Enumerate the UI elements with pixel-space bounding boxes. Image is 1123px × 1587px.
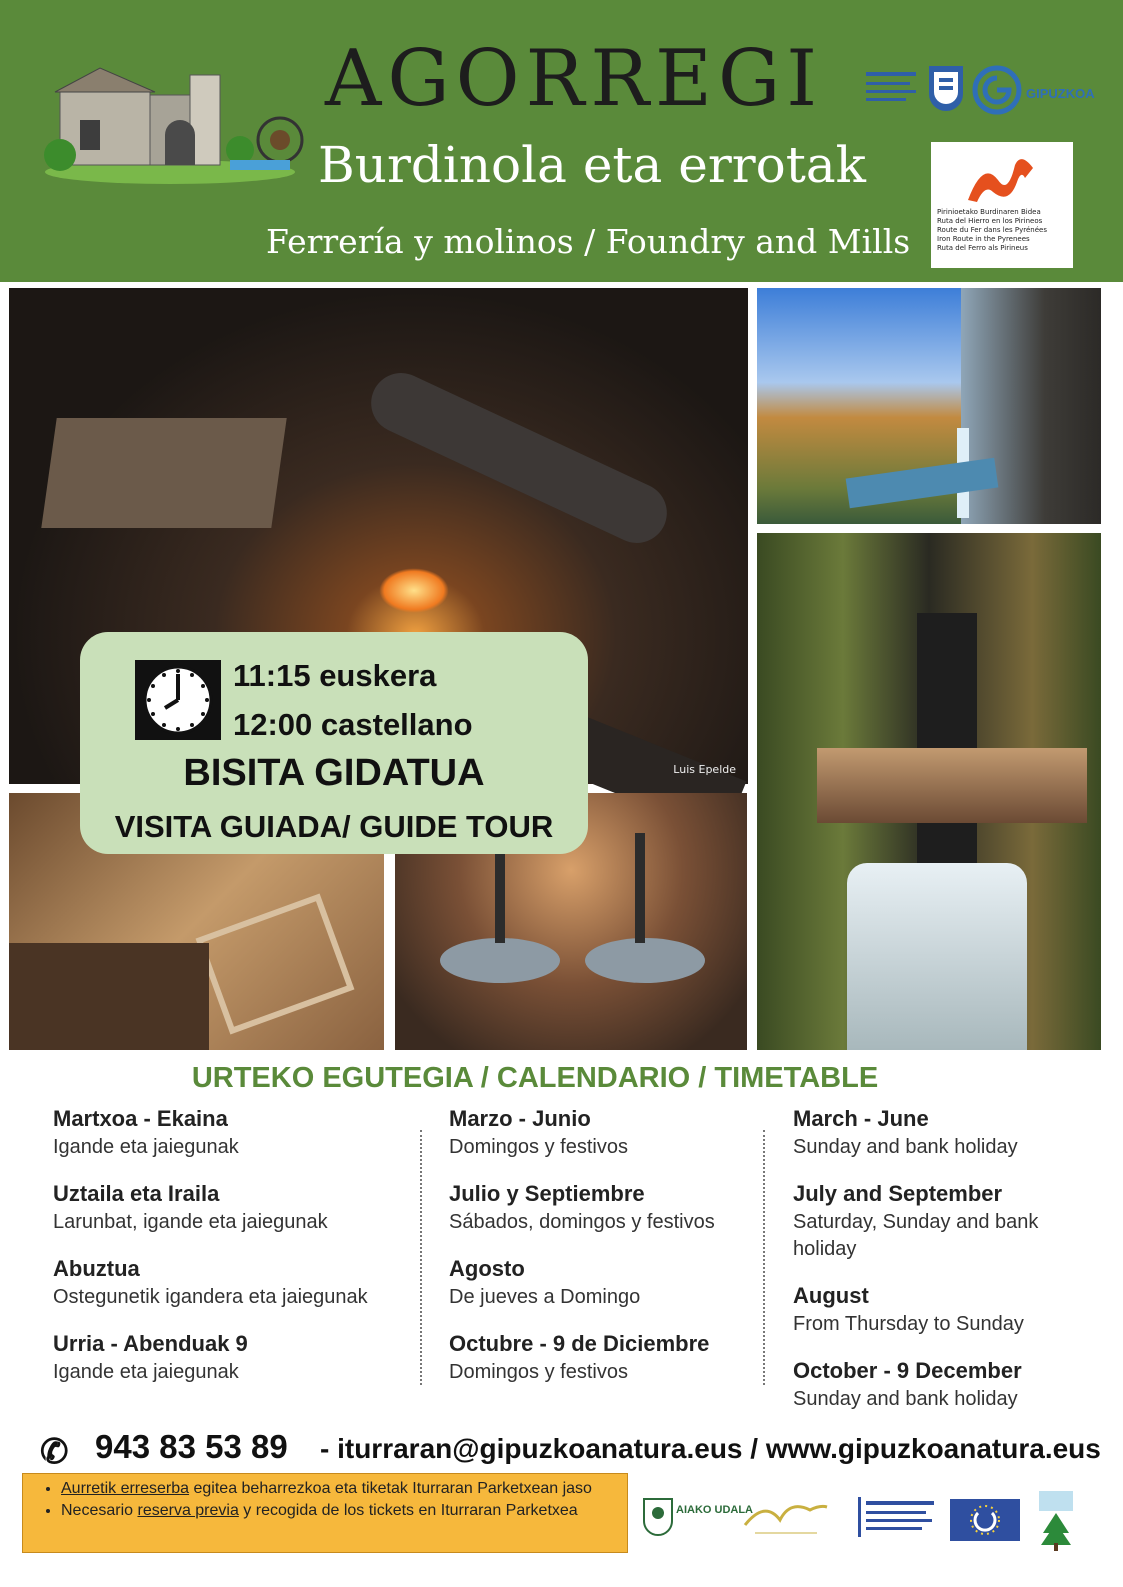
days-label: Sábados, domingos y festivos [449, 1211, 715, 1233]
calendar-column-spanish [449, 1104, 749, 1404]
period-label: Agosto [449, 1256, 525, 1281]
period-label: March - June [793, 1106, 929, 1131]
email-and-website[interactable]: - iturraran@gipuzkoanatura.eus / www.gipuzkoanatura.eus [320, 1433, 1101, 1464]
iron-route-logo [931, 142, 1073, 268]
page-title: AGORREGI [325, 34, 824, 124]
cultural-route-logo [858, 1485, 938, 1555]
days-label: De jueves a Domingo [449, 1286, 641, 1308]
aiako-text: AIAKO UDALA [676, 1504, 753, 1516]
calendar-column-basque [53, 1104, 413, 1404]
days-label: From Thursday to Sunday [793, 1313, 1024, 1335]
reservation-notice [22, 1473, 628, 1553]
period-label: October - 9 December [793, 1358, 1022, 1383]
photo-credit: Luis Epelde [673, 763, 736, 776]
tour-time-spanish: 12:00 castellano [233, 707, 473, 742]
gipuzkoa-natura-logo [735, 1485, 835, 1555]
column-divider [763, 1130, 765, 1385]
period-label: Abuztua [53, 1256, 140, 1281]
photo-waterfall-channel [757, 288, 1101, 524]
days-label: Sunday and bank holiday [793, 1388, 1018, 1410]
coat-of-arms-icon [925, 60, 967, 120]
days-label: Ostegunetik igandera eta jaiegunak [53, 1286, 368, 1308]
subtitle-basque: Burdinola eta errotak [318, 136, 866, 194]
period-label: Octubre - 9 de Diciembre [449, 1331, 710, 1356]
council-of-europe-logo [948, 1485, 1023, 1555]
aiako-udala-logo [640, 1485, 753, 1555]
iron-route-mark [963, 150, 1043, 206]
days-label: Igande eta jaiegunak [53, 1361, 239, 1383]
period-label: Martxoa - Ekaina [53, 1106, 228, 1131]
phone-icon: ✆ [40, 1433, 69, 1471]
photo-water-wheel [757, 533, 1101, 1050]
mill-illustration [40, 60, 305, 185]
notice-basque: • Aurretik erreserba egitea beharrezkoa eta tiketak Iturraran Parketxean jaso [61, 1478, 627, 1500]
column-divider [420, 1130, 422, 1385]
days-label: Saturday, Sunday and bank holiday [793, 1211, 1039, 1260]
days-label: Igande eta jaiegunak [53, 1136, 239, 1158]
tour-time-basque: 11:15 euskera [233, 658, 437, 693]
period-label: Marzo - Junio [449, 1106, 591, 1131]
header-banner [0, 0, 1123, 282]
notice-spanish: • Necesario reserva previa y recogida de los tickets en Iturraran Parketxea [61, 1500, 627, 1522]
phone-number[interactable]: 943 83 53 89 [95, 1428, 288, 1465]
period-label: Uztaila eta Iraila [53, 1181, 220, 1206]
calendar-heading: URTEKO EGUTEGIA / CALENDARIO / TIMETABLE [191, 1062, 879, 1094]
period-label: August [793, 1283, 869, 1308]
period-label: Julio y Septiembre [449, 1181, 645, 1206]
days-label: Domingos y festivos [449, 1136, 628, 1158]
guided-tour-box [80, 632, 588, 854]
days-label: Larunbat, igande eta jaiegunak [53, 1211, 328, 1233]
iron-route-text: Pirinioetako Burdinaren Bidea Ruta del Hierro en los Pirineos Route du Fer dans les Pyrénées Iron Route in the Pyrenees Ruta del Ferro als Pirineus [937, 208, 1047, 252]
tour-heading: BISITA GIDATUA [183, 752, 485, 794]
tour-subheading: VISITA GUIADA/ GUIDE TOUR [114, 809, 554, 844]
days-label: Sunday and bank holiday [793, 1136, 1018, 1158]
gipuzkoa-logo [972, 60, 1095, 120]
clock-icon [135, 660, 221, 740]
institution-logo [862, 60, 920, 120]
period-label: July and September [793, 1181, 1003, 1206]
days-label: Domingos y festivos [449, 1361, 628, 1383]
calendar-column-english [793, 1104, 1083, 1431]
nature-park-logo [1035, 1485, 1080, 1555]
period-label: Urria - Abenduak 9 [53, 1331, 248, 1356]
gipuzkoa-logo-text: GIPUZKOA [1026, 86, 1095, 101]
subtitle-translations: Ferrería y molinos / Foundry and Mills [266, 222, 911, 261]
